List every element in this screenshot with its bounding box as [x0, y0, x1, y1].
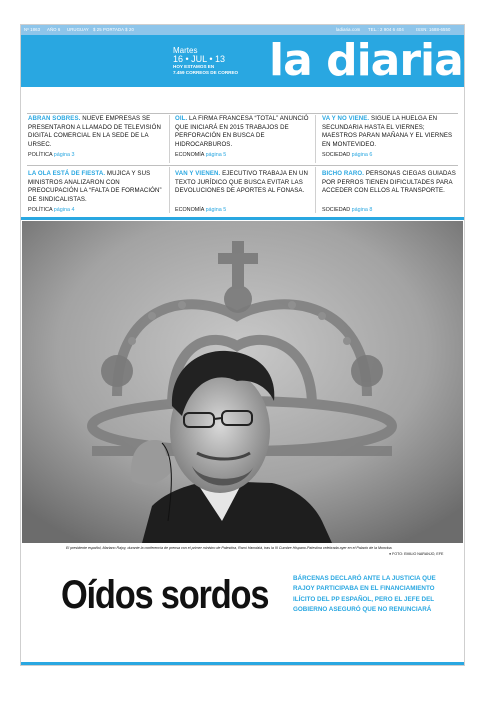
- section-rule: [21, 217, 464, 220]
- column-divider: [169, 115, 170, 163]
- weekday: Martes: [173, 46, 198, 55]
- lead-photo[interactable]: [22, 221, 463, 543]
- brief-section: POLÍTICA página 4: [28, 207, 75, 213]
- masthead: [21, 35, 464, 87]
- lead-headline[interactable]: Oídos sordos: [61, 573, 269, 617]
- brief-page: página 5: [205, 152, 227, 158]
- brief-section: ECONOMÍA página 5: [175, 152, 227, 158]
- brief-kicker: VAN Y VIENEN.: [175, 170, 221, 177]
- bottom-rule: [21, 662, 464, 665]
- column-divider: [315, 167, 316, 213]
- masthead-line-1: HOY ESTAMOS EN: [173, 64, 215, 69]
- brief-kicker: ABRAN SOBRES.: [28, 115, 81, 122]
- brief-page: página 6: [351, 152, 373, 158]
- photo-caption: El presidente español, Mariano Rajoy, durante la conferencia de prensa con el primer ministro de Palestina, Ramí Hamdalá, tras la III Cumbre Hispano-Palestina celebrada ayer en el Palacio de la Moncloa.: [66, 546, 393, 550]
- brief-section: SOCIEDAD página 6: [322, 152, 373, 158]
- country-label: URUGUAY: [67, 27, 89, 32]
- brief-text: SIGUE LA HUELGA EN SECUNDARIA HASTA EL VIERNES; MAESTROS PARAN MAÑANA Y EL VIERNES EN MONTEVIDEO.: [322, 115, 453, 148]
- news-brief[interactable]: [175, 115, 312, 158]
- lead-dek: BÁRCENAS DECLARÓ ANTE LA JUSTICIA QUE RAJOY PARTICIPABA EN EL FINANCIAMIENTO ILÍCITO DEL PP ESPAÑOL, PERO EL JEFE DEL GOBIERNO ASEGURÓ QUE NO RENUNCIARÁ: [293, 575, 436, 613]
- brief-page: página 3: [53, 152, 75, 158]
- brief-page: página 5: [205, 207, 227, 213]
- brief-section: ECONOMÍA página 5: [175, 207, 227, 213]
- news-brief[interactable]: [322, 115, 459, 158]
- column-divider: [315, 115, 316, 163]
- masthead-line-2: 7.459 CORREOS DE CORREO: [173, 70, 239, 75]
- newspaper-front-page: [20, 24, 465, 666]
- brief-text: LA FIRMA FRANCESA “TOTAL” ANUNCIÓ QUE INICIARÁ EN 2015 TRABAJOS DE PERFORACIÓN EN BUSCA DE HIDROCARBUROS.: [175, 115, 309, 148]
- photo-credit: ● FOTO: EMILIO NARANJO, EFE: [389, 552, 444, 556]
- brief-text: PERSONAS CIEGAS GUIADAS POR PERROS TIENEN DIFICULTADES PARA ACCEDER CON ELLOS AL TRANSPORTE.: [322, 170, 456, 195]
- top-info-strip: [21, 25, 464, 35]
- newspaper-logo: la diaria: [269, 35, 463, 86]
- phone-label: TEL.: 2 904 6 404: [368, 27, 404, 32]
- brief-section: SOCIEDAD página 8: [322, 207, 373, 213]
- brief-kicker: LA OLA ESTÁ DE FIESTA.: [28, 170, 106, 177]
- column-divider: [169, 167, 170, 213]
- photo-illustration: [22, 221, 463, 543]
- row-divider: [27, 165, 458, 166]
- news-brief[interactable]: [175, 170, 312, 213]
- price-label: $ 25 PORTADA $ 20: [93, 27, 134, 32]
- news-brief[interactable]: [28, 170, 165, 213]
- date: 16 • JUL • 13: [173, 54, 225, 64]
- issue-number: Nº 1863: [24, 27, 41, 32]
- brief-page: página 4: [53, 207, 75, 213]
- brief-kicker: BICHO RARO.: [322, 170, 365, 177]
- year-label: AÑO 6: [47, 27, 61, 32]
- brief-section: POLÍTICA página 3: [28, 152, 75, 158]
- issn-label: ISSN: 1688-6550: [416, 27, 451, 32]
- news-brief[interactable]: [28, 115, 165, 158]
- brief-text: MUJICA Y SUS MINISTROS ANALIZARON CON PREOCUPACIÓN LA “FALTA DE FORMACIÓN” DE SINDICALISTAS.: [28, 170, 162, 203]
- brief-text: EJECUTIVO TRABAJA EN UN TEXTO JURÍDICO QUE BUSCA EVITAR LAS DEVOLUCIONES DE APORTES AL FONASA.: [175, 170, 308, 195]
- brief-kicker: OIL.: [175, 115, 188, 122]
- row-divider: [27, 113, 458, 114]
- brief-text: NUEVE EMPRESAS SE PRESENTARON A LLAMADO DE TELEVISIÓN DIGITAL COMERCIAL EN LA SEDE DE LA URSEC.: [28, 115, 161, 148]
- brief-page: página 8: [351, 207, 373, 213]
- brief-kicker: VA Y NO VIENE.: [322, 115, 370, 122]
- masthead-date-block: [173, 46, 238, 76]
- news-brief[interactable]: [322, 170, 459, 213]
- website-label: ladiaria.com: [336, 27, 361, 32]
